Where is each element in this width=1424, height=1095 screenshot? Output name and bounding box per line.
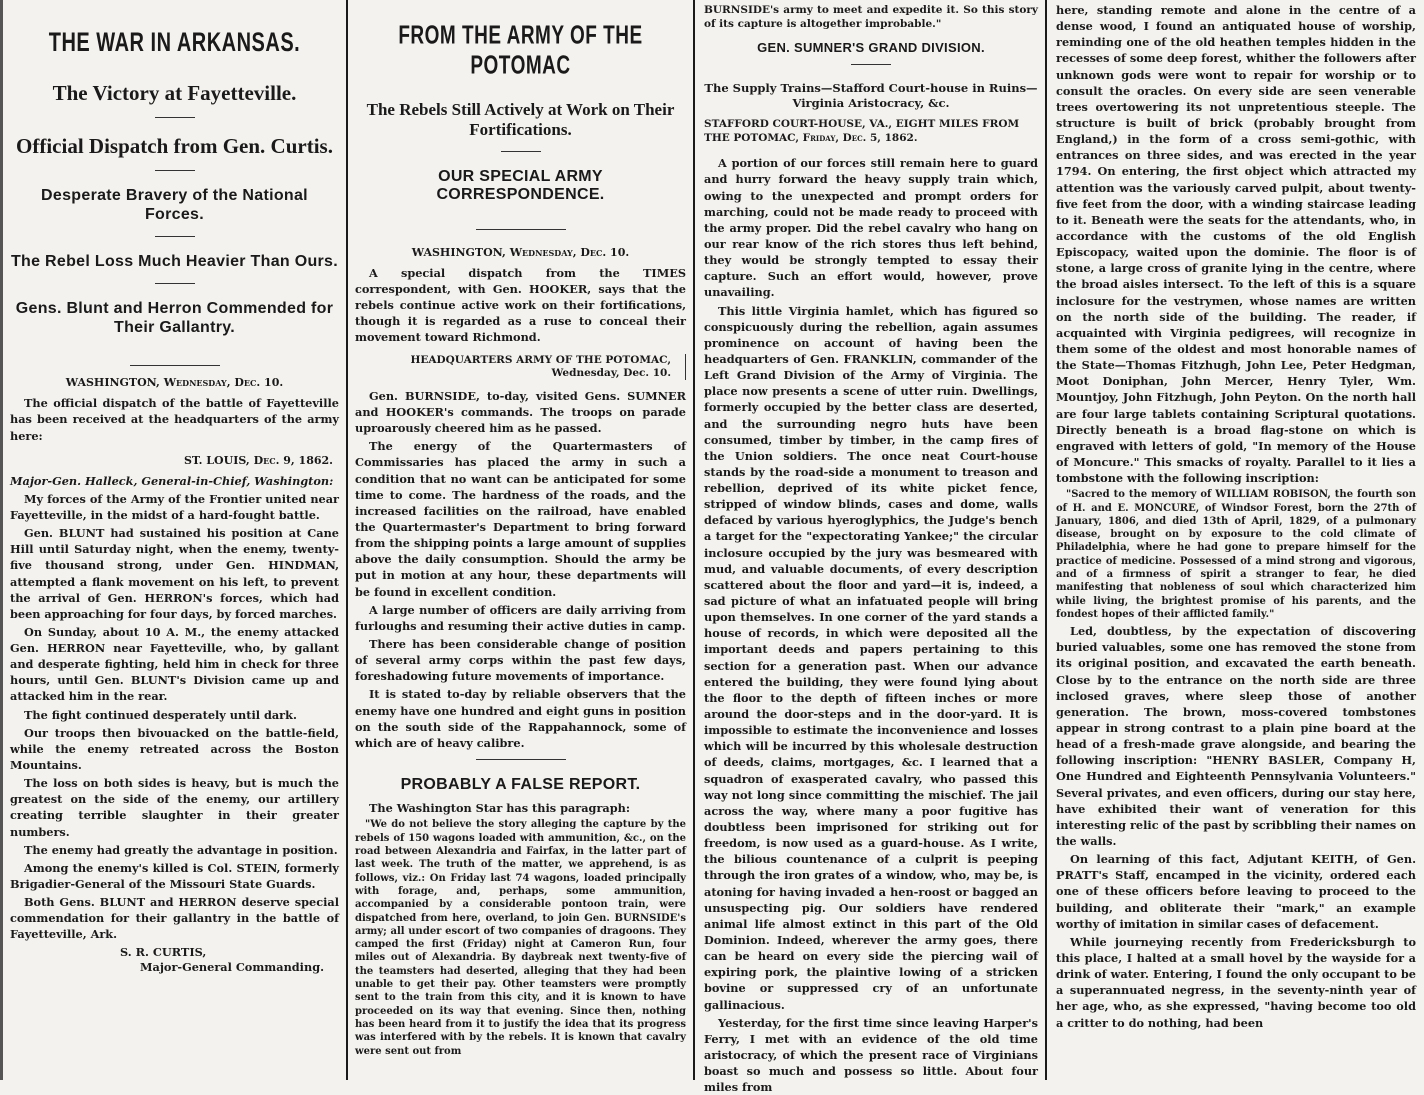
deck: OUR SPECIAL ARMY CORRESPONDENCE. [436,168,605,204]
article-paragraph: It is stated to-day by reliable observers that the enemy have one hundred and eight guns in position on the south side of the Rappahannock, some of which are of heavy calibre. [355,687,686,750]
subheadline: PROBABLY A FALSE REPORT. [400,775,641,793]
hq-line: HEADQUARTERS ARMY OF THE POTOMAC, [410,353,671,366]
article-paragraph: The Washington Star has this paragraph: [369,801,631,816]
article-paragraph: Gen. BLUNT had sustained his position at Cane Hill until Saturday night, when the enemy, twenty-five thousand strong, under Gen. HINDMAN, attempted a flank movement on his left, to prevent the arrival of Gen. HERRON's forces, which had been approaching for four days, by forced marches. [10,526,339,621]
signature-title: Major-General Commanding. [140,960,325,975]
headquarters-dateline [355,354,686,380]
deck: Official Dispatch from Gen. Curtis. [16,134,333,159]
article-paragraph: This little Virginia hamlet, which has figured so conspicuously during the rebellion, again assumes prominence on account of having been the headquarters of Gen. FRANKLIN, commander of the Left Grand Division of the Army of Virginia. The place now presents a scene of utter ruin. Dwellings, formerly occupied by the better class are deserted, and the surrounding negro huts have been consumed, timber by timber, in the camp fires of the Union soldiers. The once neat Court-house stands by the road-side a monument to treason and rebellion, deprived of its white picket fence, stripped of window blinds, cases and dome, walls defaced by various hyeroglyphics, the Judge's bench a target for the "expectorating Yankee;" the circular inclosure occupied by the jury was besmeared with mud, and valuable documents, of every description scattered about the floor and yard—it is, indeed, a sad picture of what an infatuated people will bring upon themselves. In one corner of the yard stands a house of records, in which were deposited all the important deeds and papers pertaining to this section for a generation past. When our advance entered the building, they were found lying about the floor to the depth of fifteen inches or more around the door-steps and in the door-yard. It is impossible to estimate the inconvenience and losses which will be incurred by this wholesale destruction of deeds, claims, mortgages, &c. I learned that a squadron of exasperated cavalry, who passed this way not long since committing the mischief. The jail across the way, where many a poor fugitive has doubtless been imprisoned for striking out for freedom, is now used as a guard-house. As I write, the bilious countenance of a culprit is peeping through the iron grates of a window, who, may be, is atoning for having invaded a hen-roost or bagged an unsuspecting pig. Our soldiers have rendered animal life almost extinct in this part of the Old Dominion. Indeed, wherever the army goes, there can be heard on every side the piercing wail of expiring pork, the plaintive lowing of a stricken bovine or suppressed cry of an unfortunate gallinacious. [704,303,1038,1012]
article-paragraph: The energy of the Quartermasters of Commissaries has placed the army in such a condition that no want can be anticipated for some time to come. The hardness of the roads, and the increased facilities on the railroad, have enabled the Quartermaster's Department to bring forward from the shipping points a large amount of supplies above the daily consumption. Should the army be put in motion at any hour, these departments will be found in excellent condition. [355,439,686,599]
separator [155,283,195,284]
continued-text: BURNSIDE's army to meet and expedite it. So this story of its capture is altogether improbable." [704,4,1038,30]
dateline: STAFFORD COURT-HOUSE, VA., EIGHT MILES FROM THE POTOMAC, Friday, Dec. 5, 1862. [704,117,1020,144]
separator [130,365,220,366]
column-war-in-arkansas [0,0,347,1080]
article-paragraph: On Sunday, about 10 A. M., the enemy attacked Gen. HERRON near Fayetteville, who, by gallant and desperate fighting, held him in check for three hours, until Gen. BLUNT's Division came up and attacked him in the rear. [10,624,339,704]
article-paragraph: Yesterday, for the first time since leaving Harper's Ferry, I met with an evidence of the old time aristocracy, of which the present race of Virginians boast so much and possess so little. About four miles from [704,1015,1038,1095]
headline: THE WAR IN ARKANSAS. [48,28,301,58]
article-paragraph: Among the enemy's killed is Col. STEIN, formerly Brigadier-General of the Missouri State Guards. [10,860,339,892]
article-paragraph: A portion of our forces still remain here to guard and hurry forward the heavy supply train which, owing to the unexpected and prompt orders for marching, could not be made ready to proceed with the army proper. Did the rebel cavalry who hang on our rear know of the rich stores thus left behind, they would be strongly tempted to essay their capture. Such an effort would, however, prove unavailing. [704,156,1038,300]
article-paragraph: A special dispatch from the TIMES correspondent, with Gen. HOOKER, says that the rebels continue active work on their fortifications, though it is regarded as a ruse to conceal their movement toward Richmond. [355,265,686,345]
dateline: WASHINGTON, Wednesday, Dec. 10. [65,376,284,390]
article-paragraph: Led, doubtless, by the expectation of discovering buried valuables, some one has removed the stone from its original position, and excavated the earth beneath. Close by to the entrance on the north side are three inclosed graves, where sleep those of another generation. The brown, moss-covered tombstones appear in strong contrast to a plain pine board at the head of a fresh-made grave alongside, and bearing the following inscription: "HENRY BASLER, Company H, One Hundred and Eighteenth Pennsylvania Volunteers." Several privates, and even officers, during our stay here, have exhibited their want of veneration for this interesting relic of the past by scribbling their names on the walls. [1056,624,1416,849]
article-paragraph: Both Gens. BLUNT and HERRON deserve special commendation for their gallantry in the battle of Fayetteville, Ark. [10,895,339,942]
signature [10,945,339,977]
separator [851,64,891,65]
dateline: WASHINGTON, Wednesday, Dec. 10. [411,245,630,259]
deck: The Victory at Fayetteville. [52,81,297,105]
separator [155,170,195,171]
article-paragraph: The fight continued desperately until dark. [24,707,297,722]
column-continuation [1046,0,1424,1080]
deck: The Rebels Still Actively at Work on Their Fortifications. [366,100,675,139]
subheadline: The Supply Trains—Stafford Court-house in Ruins—Virginia Aristocracy, &c. [704,81,1038,110]
column-army-of-the-potomac [347,0,694,1080]
article-paragraph: While journeying recently from Fredericksburgh to this place, I halted at a small hovel by the wayside for a drink of water. Entering, I found the only occupant to be a superannuated negress, in the seventy-ninth year of her age, who, as she expressed, "having become too old a critter to do nothing, had been [1056,934,1416,1030]
hq-line: Wednesday, Dec. 10. [551,366,671,379]
column-sumners-grand-division [694,0,1046,1095]
inscription: "Sacred to the memory of WILLIAM ROBISON, the fourth son of H. and E. MONCURE, of Windsor Forest, born the 27th of January, 1806, and died 13th of April, 1829, of a pulmonary disease, brought on by exposure to the cold climate of Philadelphia, where he had gone to prepare himself for the practice of medicine. Possessed of a mind strong and vigorous, and of a firmness of spirit a stranger to fear, he died manifesting that nobleness of soul which characterized him while living, the brightest promise of his parents, and the fondest hopes of their afflicted family." [1056,489,1416,620]
article-paragraph: On learning of this fact, Adjutant KEITH, of Gen. PRATT's Staff, encamped in the vicinity, ordered each one of these officers before leaving to proceed to the building, and obliterate their "mark," an example worthy of imitation in similar cases of defacement. [1056,852,1416,931]
article-paragraph: The enemy had greatly the advantage in position. [24,842,338,857]
addressee: Major-Gen. Halleck, General-in-Chief, Washington: [10,473,334,488]
quoted-paragraph: "We do not believe the story alleging the capture by the rebels of 150 wagons loaded with ammunition, &c., on the road between Alexandria and Fairfax, in the latter part of last week. The truth of the matter, we apprehend, is as follows, viz.: On Friday last 74 wagons, loaded principally with forage, and, perhaps, some ammunition, accompanied by a considerable pontoon train, were dispatched from here, overland, to join Gen. BURNSIDE's army; all under escort of two companies of dragoons. They camped the first (Friday) night at Cameron Run, four miles out of Alexandria. By daybreak next twenty-five of the teamsters had deserted, alleging that they had been unable to get their pay. Other teamsters were promptly sent to the train from this city, and it is known to have proceeded on its way that evening. Since then, nothing has been heard from it to justify the idea that its progress was interfered with by the rebels. It is known that cavalry were sent out from [355,819,686,1057]
separator [476,229,566,230]
deck: Gens. Blunt and Herron Commended for Their Gallantry. [15,300,334,336]
deck: The Rebel Loss Much Heavier Than Ours. [10,253,339,271]
separator [155,236,195,237]
place-date: ST. LOUIS, Dec. 9, 1862. [183,453,333,467]
headline: FROM THE ARMY OF THE POTOMAC [398,22,643,81]
article-paragraph: There has been considerable change of position of several army corps within the past few days, foreshadowing future movements of importance. [355,636,686,684]
separator [501,151,541,152]
article-paragraph: A large number of officers are daily arriving from furloughs and resuming their active duties in camp. [355,602,686,633]
headline: GEN. SUMNER'S GRAND DIVISION. [757,40,985,56]
article-paragraph: here, standing remote and alone in the centre of a dense wood, I found an antiquated house of worship, reminding one of the old heathen temples hidden in the recesses of some deep forest, whither the followers after unknown gods were wont to repair for worship or to consult the oracles. On every side are seen venerable trees overtowering its not unpretentious steeple. The structure is built of brick (probably brought from England,) in the form of a cross semi-gothic, with entrances on three sides, and was erected in the year 1794. On entering, the first object which attracted my attention was the variously carved pulpit, about twenty-five feet from the door, with a winding staircase leading to it. Beneath were the seats for the attendants, who, in accordance with the customs of the old English Episcopacy, waited upon the dominie. The floor is of stone, a large cross of granite lying in the centre, where the broad aisles intersect. To the left of this is a square inclosure for the vestrymen, whose names are written on the north side of the building. The reader, if acquainted with Virginia pedigrees, will recognize in them some of the oldest and most honorable names of the State—Thomas Fitzhugh, John Lee, Peter Hedgman, Moot Doniphan, John Mercer, Henry Tyler, Wm. Mountjoy, John Fitzhugh, John Peyton. On the north hall are four large tablets containing Scriptural quotations. Directly beneath is a broad flag-stone on which is engraved with letters of gold, "In memory of the House of Moncure." This smacks of royalty. Parallel to it lies a tombstone with the following inscription: [1056,3,1416,486]
article-paragraph: The loss on both sides is heavy, but is much the greatest on the side of the enemy, our artillery creating terrible slaughter in their greater numbers. [10,776,339,839]
article-paragraph: Our troops then bivouacked on the battle-field, while the enemy retreated across the Boston Mountains. [10,725,339,773]
article-paragraph: The official dispatch of the battle of Fayetteville has been received at the headquarters of the army here: [10,396,339,443]
article-paragraph: My forces of the Army of the Frontier united near Fayetteville, in the midst of a hard-fought battle. [10,491,339,522]
signature-name: S. R. CURTIS, [120,944,207,959]
article-paragraph: Gen. BURNSIDE, to-day, visited Gens. SUMNER and HOOKER's commands. The troops on parade uproarously cheered him as he passed. [355,388,686,436]
separator [155,117,195,118]
separator [476,759,566,760]
deck: Desperate Bravery of the National Forces. [41,187,308,223]
